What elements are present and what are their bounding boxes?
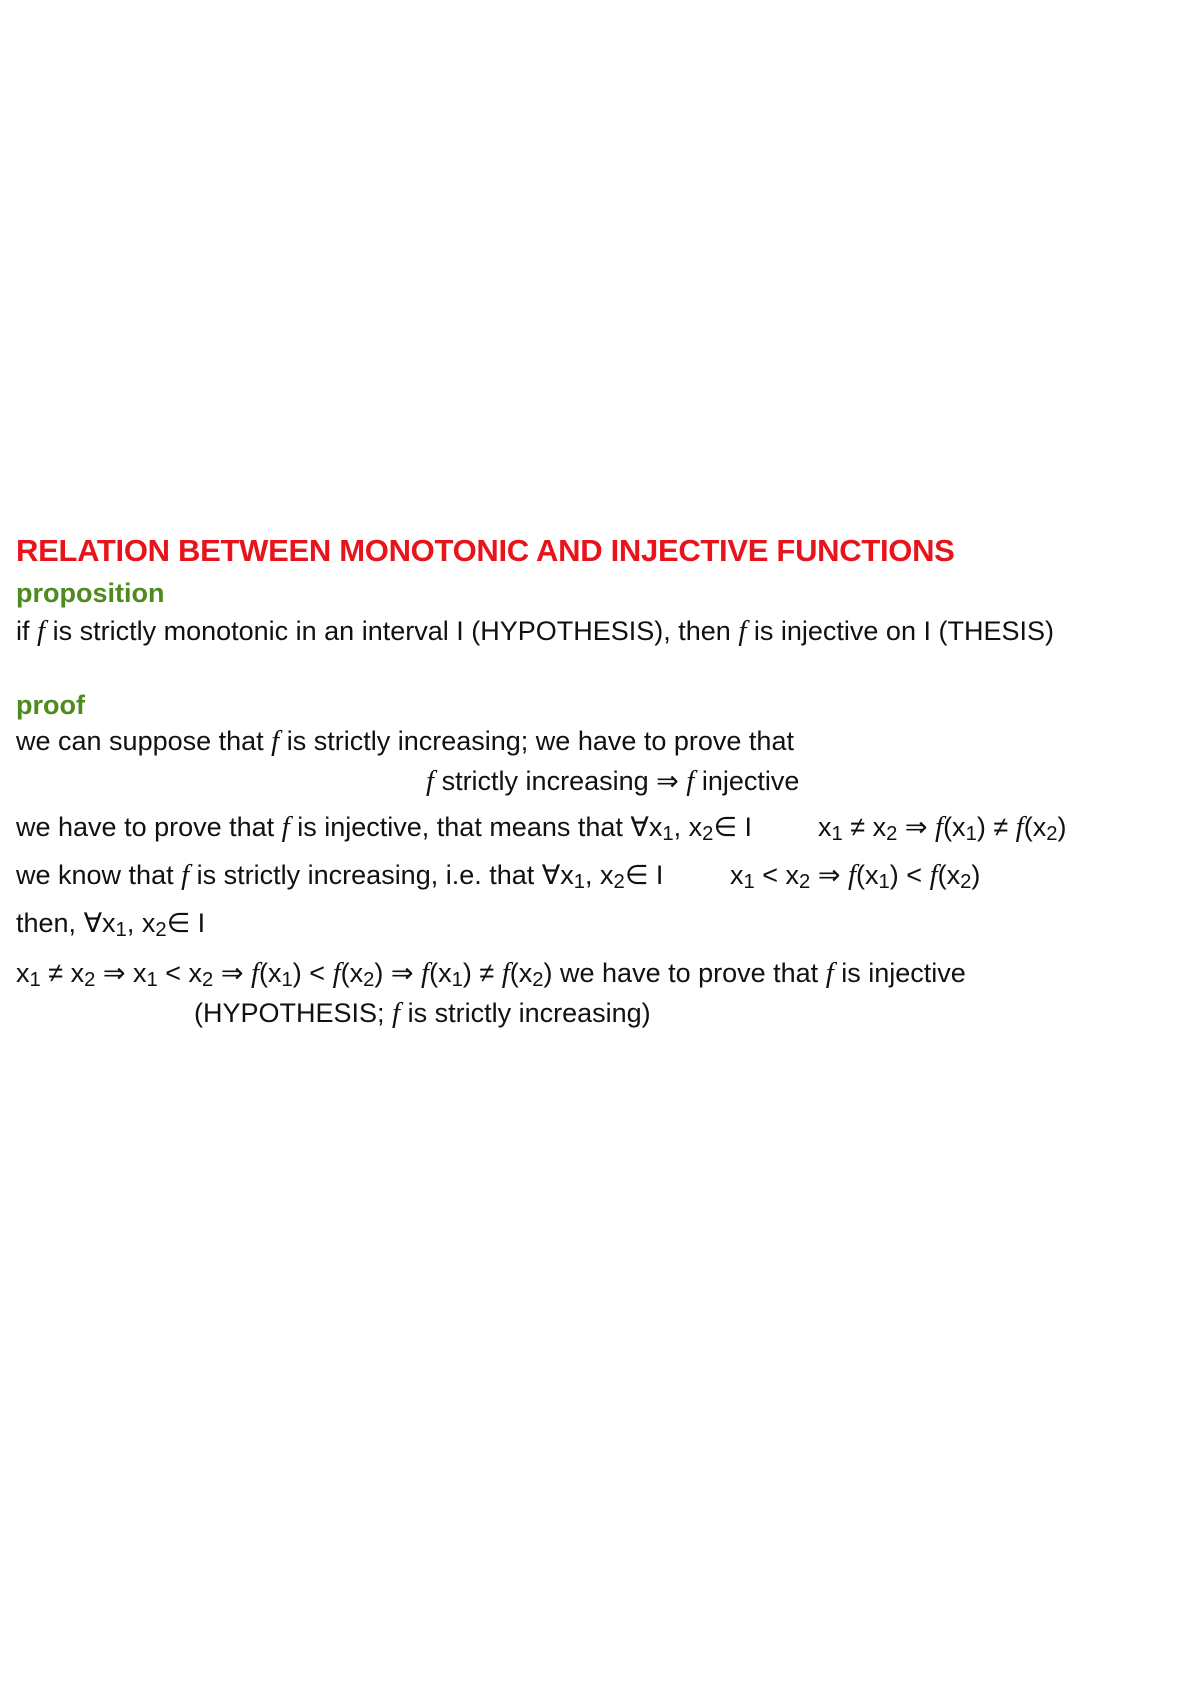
page-title: RELATION BETWEEN MONOTONIC AND INJECTIVE FUNCTIONS xyxy=(16,533,955,568)
proof-line-5: then, $\forall x_1$, $x_2\in$ I xyxy=(16,908,206,942)
proof-line-4: we know that f is strictly increasing, i.e. that $\forall x_1$, $x_2\in$ I xyxy=(16,859,664,894)
proof-label: proof xyxy=(16,690,85,720)
proof-line-6: $x_1 \ne x_2$ ⇒ $x_1 < x_2$ ⇒ $f(x_1) < f(x_2)$ ⇒ $f(x_1) \ne f(x_2)$ we have to prove that f is injective xyxy=(16,957,966,992)
proof-line-1: we can suppose that f is strictly increasing; we have to prove that xyxy=(16,725,794,757)
proof-line-7: (HYPOTHESIS; f is strictly increasing) xyxy=(194,997,651,1029)
proof-line-3: we have to prove that f is injective, that means that $\forall x_1$, $x_2\in$ I xyxy=(16,811,752,846)
proof-line-2: f strictly increasing ⇒ f injective xyxy=(426,765,800,797)
proposition-statement: if f is strictly monotonic in an interval I (HYPOTHESIS), then f is injective on I (THESIS) xyxy=(16,615,1054,647)
proof-line-4-condition: $x_1 < x_2$ ⇒ $f(x_1) < f(x_2)$ xyxy=(730,859,981,894)
proof-line-3-condition: $x_1 \ne x_2$ ⇒ $f(x_1) \ne f(x_2)$ xyxy=(818,811,1067,846)
proposition-label: proposition xyxy=(16,578,165,608)
